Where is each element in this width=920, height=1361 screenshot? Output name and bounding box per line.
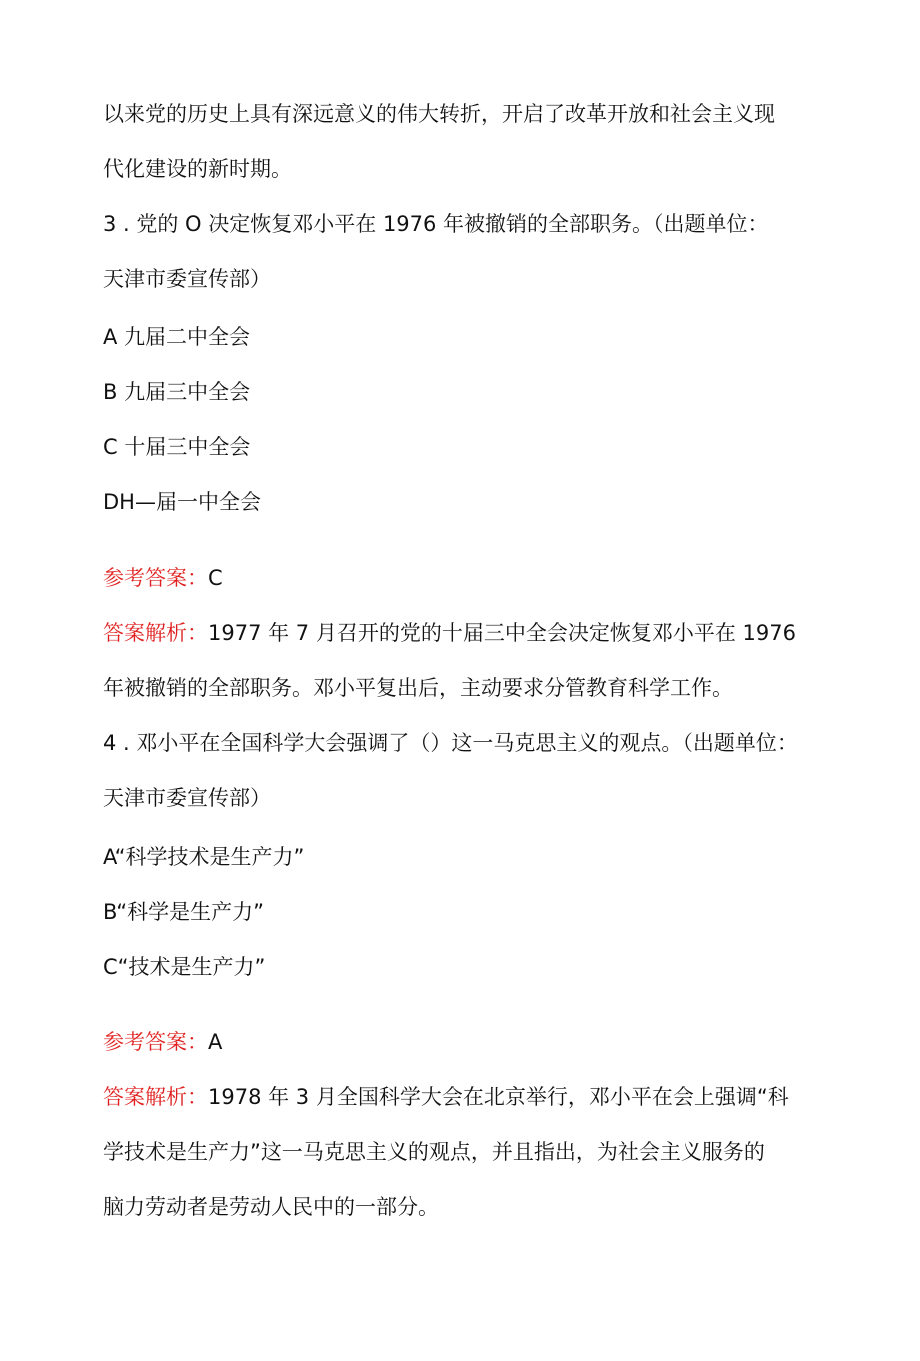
- question-4-option-a: A“科学技术是生产力”: [103, 845, 305, 869]
- answer-label: 参考答案：: [103, 1030, 208, 1054]
- question-3-answer: [103, 564, 223, 592]
- question-3-option-b: B 九届三中全会: [103, 380, 251, 404]
- analysis-label: 答案解析：: [103, 621, 208, 645]
- question-3-stem-line-1: 3 . 党的 O 决定恢复邓小平在 1976 年被撤销的全部职务。（出题单位：: [103, 212, 769, 236]
- question-4-stem-line-2: 天津市委宣传部）: [103, 786, 271, 810]
- question-4-analysis-line-3: 脑力劳动者是劳动人民中的一部分。: [103, 1195, 439, 1219]
- answer-value: C: [208, 566, 223, 590]
- answer-value: A: [208, 1030, 223, 1054]
- answer-label: 参考答案：: [103, 566, 208, 590]
- question-3-option-d: DH—届一中全会: [103, 490, 261, 514]
- question-4-option-b: B“科学是生产力”: [103, 900, 265, 924]
- intro-text-line-2: 代化建设的新时期。: [103, 157, 292, 181]
- analysis-text: 1977 年 7 月召开的党的十届三中全会决定恢复邓小平在 1976: [208, 621, 796, 645]
- question-3-analysis-line-2: 年被撤销的全部职务。邓小平复出后，主动要求分管教育科学工作。: [103, 676, 733, 700]
- question-3-analysis-line-1: [103, 619, 796, 647]
- question-4-answer: [103, 1028, 222, 1056]
- question-3-option-c: C 十届三中全会: [103, 435, 251, 459]
- intro-text-line-1: 以来党的历史上具有深远意义的伟大转折，开启了改革开放和社会主义现: [103, 102, 775, 126]
- question-4-analysis-line-2: 学技术是生产力”这一马克思主义的观点，并且指出，为社会主义服务的: [103, 1140, 765, 1164]
- question-4-analysis-line-1: [103, 1083, 789, 1111]
- analysis-text: 1978 年 3 月全国科学大会在北京举行，邓小平在会上强调“科: [208, 1085, 789, 1109]
- question-4-option-c: C“技术是生产力”: [103, 955, 266, 979]
- analysis-label: 答案解析：: [103, 1085, 208, 1109]
- question-3-stem-line-2: 天津市委宣传部）: [103, 267, 271, 291]
- question-4-stem-line-1: 4 . 邓小平在全国科学大会强调了（）这一马克思主义的观点。（出题单位：: [103, 731, 798, 755]
- question-3-option-a: A 九届二中全会: [103, 325, 251, 349]
